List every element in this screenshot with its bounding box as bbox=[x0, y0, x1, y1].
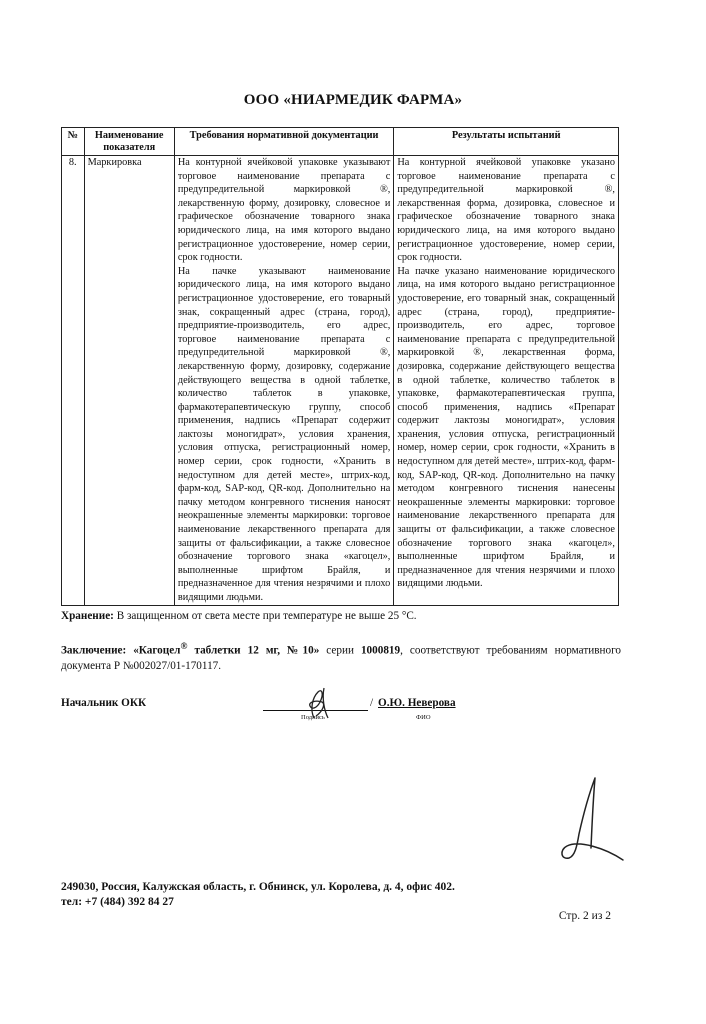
row-requirements bbox=[174, 156, 394, 606]
signer-role: Начальник ОКК bbox=[61, 697, 147, 709]
registered-mark: ® bbox=[180, 642, 188, 652]
page-number: Стр. 2 из 2 bbox=[558, 910, 611, 922]
conclusion bbox=[61, 640, 621, 674]
table-row bbox=[62, 156, 619, 606]
storage-text: В защищенном от света месте при температуре не выше 25 °С. bbox=[113, 610, 417, 622]
signature-block bbox=[61, 697, 621, 737]
conclusion-product: «Кагоцел bbox=[126, 644, 181, 657]
signature-slash: / bbox=[370, 697, 374, 709]
conclusion-rest: , соответствуют требованиям нормативного документа Р №002027/01-170117. bbox=[61, 644, 621, 672]
conclusion-dosage: таблетки 12 мг, №10» bbox=[187, 644, 320, 657]
requirements-pack: На пачке указывают наименование юридического лица, на имя которого выдано регистрационное удостоверение, его товарный знак, сокращенный адрес (страна, город), предприятие-производитель, его адрес, торговое наименование препарата с предупредительной маркировкой ®, лекарственную форму, дозировку, содержание действующего вещества в одной таблетке, количество таблеток в упаковке, фармакотерапевтическую группу, способ применения, надпись «Препарат содержит лактозы моногидрат», условия хранения, условия отпуска, регистрационный номер, номер серии, срок годности, «Хранить в недоступном для детей месте», штрих-код, фарм-код, SAP-код, QR-код. Дополнительно на пачку методом конгревного тиснения наносят неокрашенные элементы маркировки: торговое наименование лекарственного препарата для защиты от фальсификации, а также словесное обозначение торгового знака «кагоцел», выполненные шрифтом Брайля, и предназначенное для чтения незрячими и плохо видящими людьми. bbox=[177, 265, 391, 603]
company-phone: тел: +7 (484) 392 84 27 bbox=[61, 896, 174, 908]
row-indicator: Маркировка bbox=[84, 156, 174, 606]
storage-line bbox=[61, 610, 621, 622]
company-address: 249030, Россия, Калужская область, г. Обнинск, ул. Королева, д. 4, офис 402. bbox=[61, 881, 455, 893]
conclusion-series: серии bbox=[319, 644, 361, 657]
signer-name: О.Ю. Неверова bbox=[378, 697, 456, 709]
results-pack: На пачке указано наименование юридического лица, на имя которого выдано регистрационное удостоверение, его товарный знак, сокращенный адрес (страна, город), предприятие-производитель, его адрес, торговое наименование препарата с предупредительной маркировкой ®, лекарственная форма, дозировка, содержание действующего вещества в одной таблетке, количество таблеток в упаковке, фармакотерапевтическая группа, способ применения, надпись «Препарат содержит лактозы моногидрат», условия хранения, условия отпуска, регистрационный номер, номер серии, срок годности, «Хранить в недоступном для детей месте», штрих-код, фарм-код, SAP-код, QR-код. Дополнительно на пачку методом конгревного тиснения нанесены неокрашенные элементы маркировки: торговое наименование лекарственного препарата для защиты от фальсификации, а также словесное обозначение торгового знака «кагоцел», выполненные шрифтом Брайля, и предназначенное для чтения незрячими и плохо видящими людьми. bbox=[397, 265, 615, 590]
address-block bbox=[61, 880, 455, 910]
company-title: ООО «НИАРМЕДИК ФАРМА» bbox=[243, 92, 463, 108]
header-num: № bbox=[62, 128, 85, 156]
storage-label: Хранение: bbox=[61, 610, 114, 622]
batch-number: 1000819 bbox=[360, 644, 401, 657]
results-table bbox=[61, 127, 619, 606]
approval-flourish bbox=[545, 772, 635, 867]
caption-name: ФИО bbox=[416, 714, 431, 721]
requirements-blister: На контурной ячейковой упаковке указывают торговое наименование препарата с предупредительной маркировкой ®, лекарственную форму, дозировку, словесное и графическое обозначение товарного знака юридического лица, на имя которого выдано регистрационное удостоверение, номер серии, срок годности. bbox=[177, 157, 391, 264]
row-num: 8. bbox=[62, 156, 85, 606]
conclusion-label: Заключение: bbox=[61, 644, 127, 657]
handwritten-signature bbox=[300, 680, 340, 725]
caption-signature: Подпись bbox=[301, 714, 325, 721]
header-results: Результаты испытаний bbox=[394, 128, 619, 156]
row-results bbox=[394, 156, 619, 606]
table-header-row bbox=[62, 128, 619, 156]
header-indicator: Наименование показателя bbox=[84, 128, 174, 156]
header-requirements: Требования нормативной документации bbox=[174, 128, 394, 156]
results-blister: На контурной ячейковой упаковке указано торговое наименование препарата с предупредительной маркировкой ®, лекарственная форма, дозировка, словесное и графическое обозначение товарного знака юридического лица, на имя которого выдано регистрационное удостоверение, номер серии, срок годности. bbox=[397, 157, 615, 264]
